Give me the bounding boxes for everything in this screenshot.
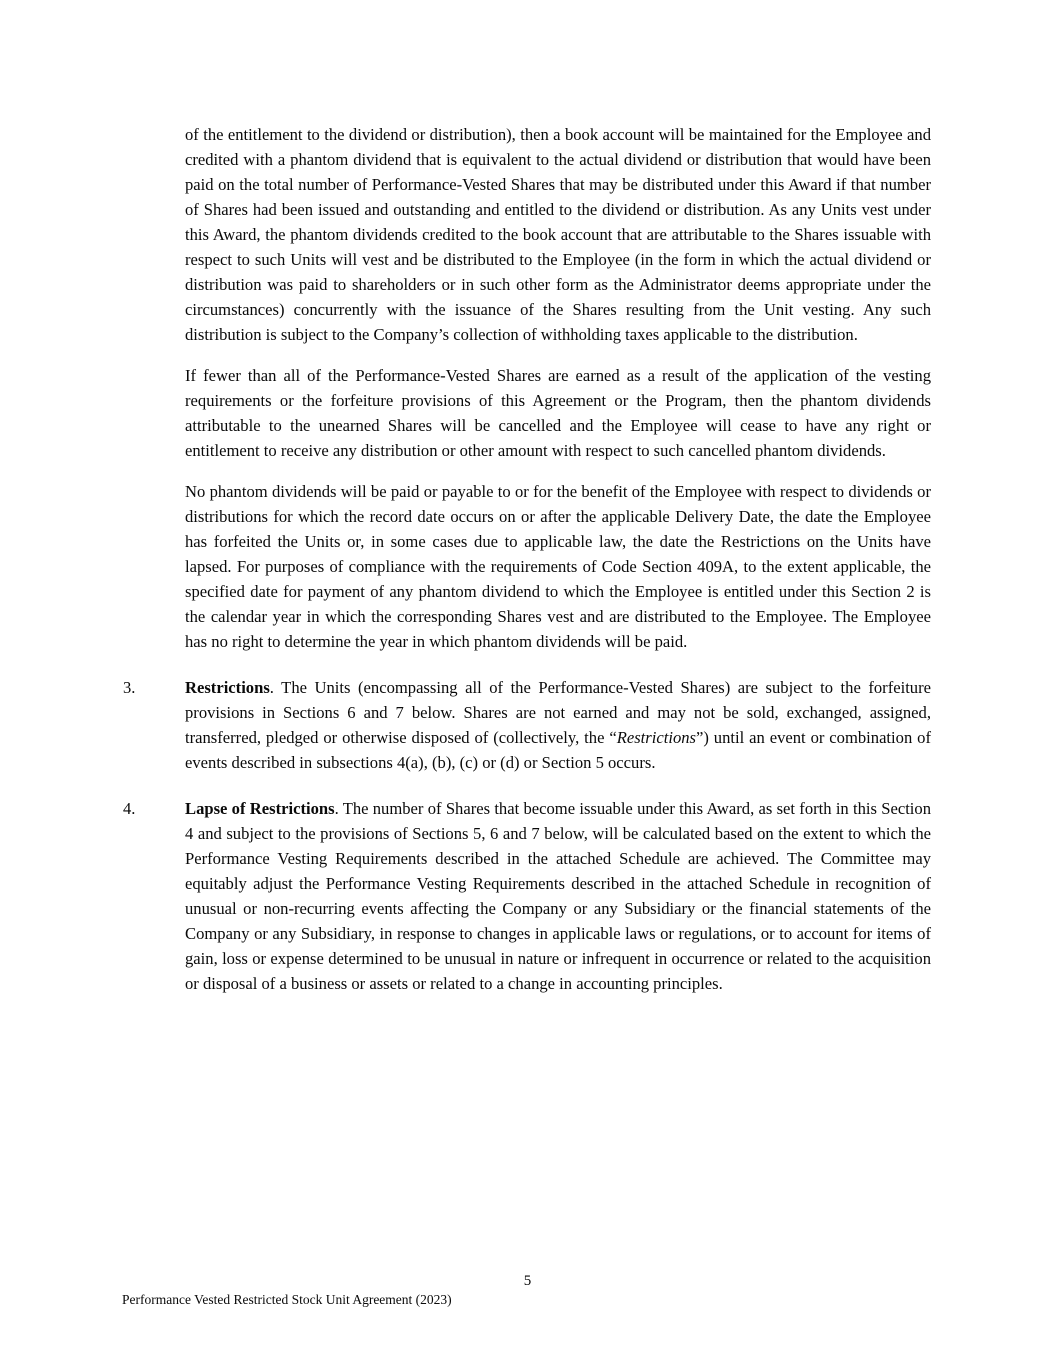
text-run: Restrictions — [185, 678, 270, 697]
text-run: . The Units (encompassing all of the Performance-Vested Shares) are subject to the forfeiture provisions in Sections 6 and 7 below. Shares are not earned and may not be sold, exchanged, assigned, transferred, pledged or otherwise disposed of (collectively, the “ — [185, 678, 931, 747]
numbered-paragraph — [123, 796, 932, 996]
body-paragraph — [185, 479, 931, 654]
paragraph-number: 3. — [123, 678, 136, 697]
footer-document-title: Performance Vested Restricted Stock Unit Agreement (2023) — [122, 1292, 452, 1307]
text-run: of the entitlement to the dividend or distribution), then a book account will be maintained for the Employee and credited with a phantom dividend that is equivalent to the actual dividend or distribution that would have been paid on the total number of Performance-Vested Shares that may be distributed under this Award if that number of Shares had been issued and outstanding and entitled to the dividend or distribution. As any Units vest under this Award, the phantom dividends credited to the book account that are attributable to the Shares issuable with respect to such Units will vest and be distributed to the Employee (in the form in which the actual dividend or distribution was paid to shareholders or in such other form as the Administrator deems appropriate under the circumstances) concurrently with the issuance of the Shares resulting from the Unit vesting. Any such distribution is subject to the Company’s collection of withholding taxes applicable to the distribution. — [185, 125, 931, 344]
text-run: Lapse of Restrictions — [185, 799, 335, 818]
text-run: . The number of Shares that become issuable under this Award, as set forth in this Section 4 and subject to the provisions of Sections 5, 6 and 7 below, will be calculated based on the extent to which the Performance Vesting Requirements described in the attached Schedule are achieved. The Committee may equitably adjust the Performance Vesting Requirements described in the attached Schedule in recognition of unusual or non-recurring events affecting the Company or any Subsidiary or the financial statements of the Company or any Subsidiary, in response to changes in applicable laws or regulations, or to account for items of gain, loss or expense determined to be unusual in nature or infrequent in occurrence or related to the acquisition or disposal of a business or assets or related to a change in accounting principles. — [185, 799, 932, 993]
body-paragraph — [185, 363, 931, 463]
text-run: Restrictions — [616, 728, 696, 747]
document-body — [123, 122, 931, 1012]
text-run: No phantom dividends will be paid or payable to or for the benefit of the Employee with respect to dividends or distributions for which the record date occurs on or after the applicable Delivery Date, the date the Employee has forfeited the Units or, in some cases due to applicable law, the date the Restrictions on the Units have lapsed. For purposes of compliance with the requirements of Code Section 409A, to the extent applicable, the specified date for payment of any phantom dividend to which the Employee is entitled under this Section 2 is the calendar year in which the corresponding Shares vest and are distributed to the Employee. The Employee has no right to determine the year in which phantom dividends will be paid. — [185, 482, 931, 651]
text-run: ”) until an event or combination of events described in subsections 4(a), (b), (c) or (d) or Section 5 occurs. — [185, 728, 931, 772]
body-paragraph — [185, 122, 931, 347]
paragraph-number: 4. — [123, 799, 136, 818]
numbered-paragraph — [123, 675, 931, 775]
page-number: 5 — [523, 1273, 532, 1289]
text-run: If fewer than all of the Performance-Vested Shares are earned as a result of the application of the vesting requirements or the forfeiture provisions of this Agreement or the Program, then the phantom dividends attributable to the unearned Shares will be cancelled and the Employee will cease to have any right or entitlement to receive any distribution or other amount with respect to such cancelled phantom dividends. — [185, 366, 931, 460]
